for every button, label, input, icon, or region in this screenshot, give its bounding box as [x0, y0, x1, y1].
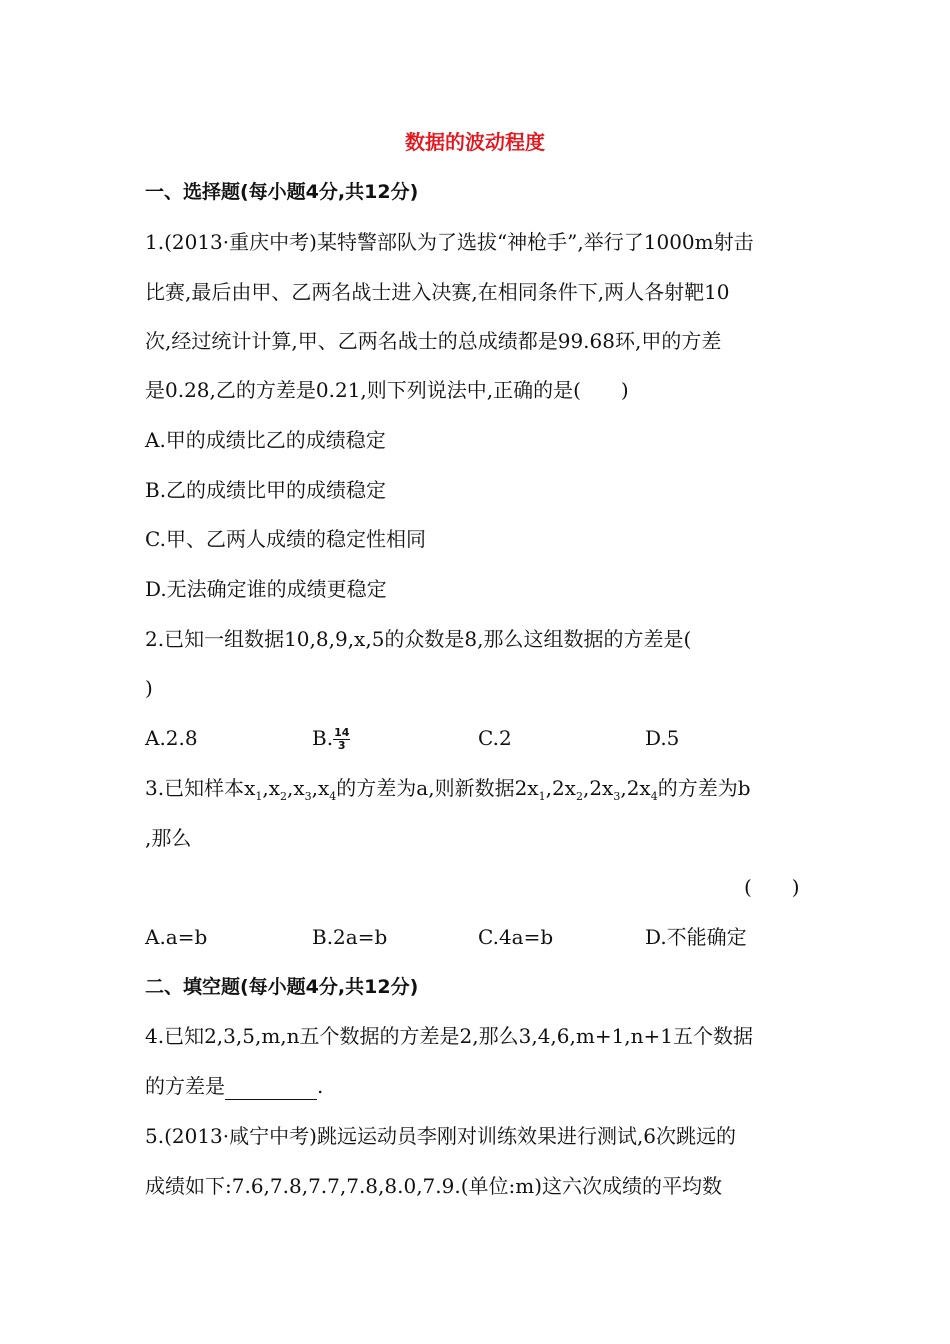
q3-line-2: ,那么 — [145, 826, 192, 850]
q4-line-2: 的方差是 . — [145, 1074, 324, 1098]
q1-line-1: 1.(2013·重庆中考)某特警部队为了选拔“神枪手”,举行了1000m射击 — [145, 230, 754, 254]
q2-option-b — [312, 724, 350, 752]
q3-option-b: B.2a=b — [312, 925, 388, 949]
q2-line-2: ) — [145, 676, 153, 700]
q2-line-1: 2.已知一组数据10,8,9,x,5的众数是8,那么这组数据的方差是( — [145, 627, 692, 651]
page-title: 数据的波动程度 — [405, 130, 545, 154]
q2-option-a: A.2.8 — [145, 726, 198, 750]
q2-option-b-label: B. — [312, 726, 334, 750]
q5-line-1: 5.(2013·咸宁中考)跳远运动员李刚对训练效果进行测试,6次跳远的 — [145, 1124, 737, 1148]
section-heading-fill: 二、填空题(每小题4分,共12分) — [145, 976, 419, 998]
fraction-numerator: 14 — [334, 726, 350, 739]
answer-blank[interactable] — [225, 1079, 317, 1100]
q3-answer-parentheses: ( ) — [744, 875, 800, 899]
q2-option-c: C.2 — [478, 726, 512, 750]
q1-option-d: D.无法确定谁的成绩更稳定 — [145, 577, 387, 601]
q1-option-a: A.甲的成绩比乙的成绩稳定 — [145, 428, 386, 452]
q1-line-3: 次,经过统计计算,甲、乙两名战士的总成绩都是99.68环,甲的方差 — [145, 329, 722, 353]
q1-line-4: 是0.28,乙的方差是0.21,则下列说法中,正确的是( ) — [145, 378, 629, 402]
q4-line-1: 4.已知2,3,5,m,n五个数据的方差是2,那么3,4,6,m+1,n+1五个数据 — [145, 1024, 754, 1048]
q1-option-c: C.甲、乙两人成绩的稳定性相同 — [145, 527, 426, 551]
q3-option-c: C.4a=b — [478, 925, 554, 949]
q3-option-d: D.不能确定 — [645, 925, 747, 949]
q3-option-a: A.a=b — [145, 925, 208, 949]
section-heading-choice: 一、选择题(每小题4分,共12分) — [145, 181, 419, 203]
q2-option-d: D.5 — [645, 726, 680, 750]
q1-option-b: B.乙的成绩比甲的成绩稳定 — [145, 478, 387, 502]
fraction-denominator: 3 — [337, 739, 346, 752]
q1-line-2: 比赛,最后由甲、乙两名战士进入决赛,在相同条件下,两人各射靶10 — [145, 280, 730, 304]
q3-line-1: 3.已知样本$x_1,x_2,x_3,x_4$的方差为a,则新数据$2x_1,2x_2,2x_3,2x_4$的方差为b — [145, 776, 751, 803]
fraction — [333, 727, 350, 752]
q5-line-2: 成绩如下:7.6,7.8,7.7,7.8,8.0,7.9.(单位:m)这六次成绩的平均数 — [145, 1174, 723, 1198]
